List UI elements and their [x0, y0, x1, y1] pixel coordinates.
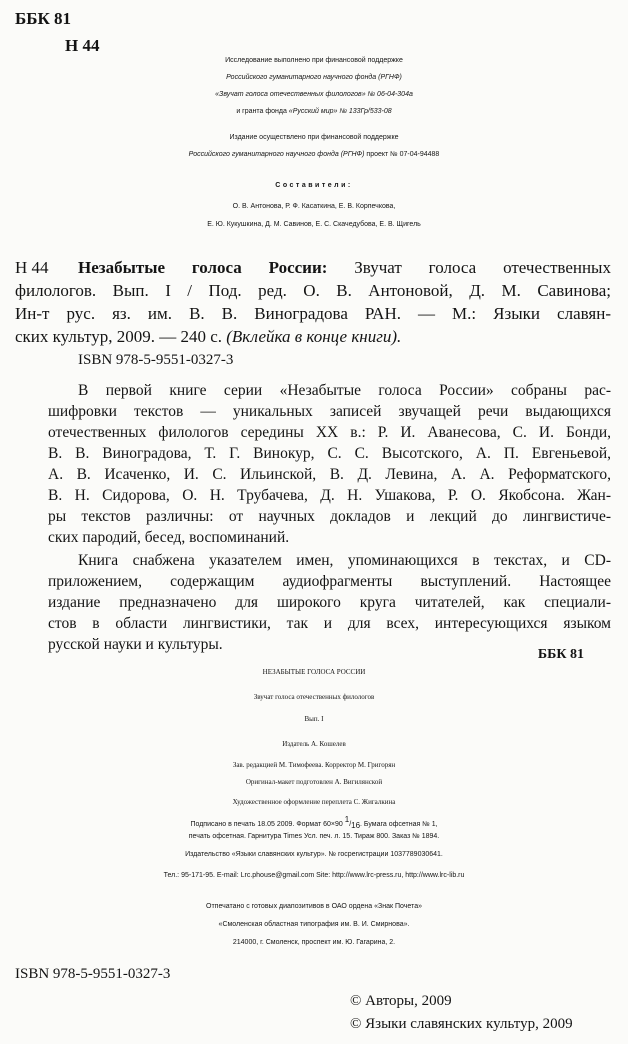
- abstract-line: приложением, содержащим аудиофрагменты выступлений. Настоящее: [48, 573, 611, 590]
- imprint-issue: Вып. I: [304, 715, 324, 723]
- abstract-line: стов в области лингвистики, так и для всех, интересующихся языком: [48, 615, 611, 632]
- funding-line: Издание осуществлено при финансовой поддержке: [229, 134, 399, 141]
- abstract-line: ры текстов различны: от научных докладов и лекций до лингвистиче-: [48, 508, 611, 525]
- imprint-print-line: Издательство «Языки славянских культур». № госрегистрации 1037789030641.: [185, 851, 443, 858]
- bbk-code: ББК 81: [15, 9, 72, 28]
- catalog-line: Ин-т рус. яз. им. В. В. Виноградова РАН. — М.: Языки славян-: [15, 304, 611, 323]
- abstract-line: Книга снабжена указателем имен, упоминающихся в текстах, и CD-: [78, 552, 611, 569]
- compilers-line: Е. Ю. Кукушкина, Д. М. Савинов, Е. С. Скачедубова, Е. В. Щигель: [207, 221, 421, 228]
- abstract-line: В. Н. Сидорова, О. Н. Трубачева, Д. Н. Ушакова, Р. О. Якобсона. Жан-: [48, 487, 611, 504]
- copyright-publisher: © Языки славянских культур, 2009: [350, 1016, 573, 1032]
- funding-line: «Звучат голоса отечественных филологов» № 06-04-304а: [215, 91, 413, 98]
- catalog-mark: Н 44: [15, 258, 49, 277]
- imprint-subtitle: Звучат голоса отечественных филологов: [253, 693, 375, 701]
- abstract-bbk: ББК 81: [537, 647, 584, 662]
- imprint-contacts: Тел.: 95-171-95. E-mail: Lrc.phouse@gmail.com Site: http://www.lrc-press.ru, http://www.lrc-lib.ru: [163, 872, 465, 879]
- funding-line: Российского гуманитарного научного фонда (РГНФ) проект № 07-04-94488: [188, 151, 440, 158]
- printer-line: Отпечатано с готовых диапозитивов в ОАО ордена «Знак Почета»: [206, 903, 422, 910]
- catalog-line: ских культур, 2009. — 240 с. (Вклейка в конце книги).: [15, 327, 402, 346]
- imprint-cover: Художественное оформление переплета С. Жигалкина: [232, 798, 396, 806]
- imprint-print-line: Подписано в печать 18.05 2009. Формат 60×90 1/16. Бумага офсетная № 1,: [190, 815, 438, 830]
- printer-line: 214000, г. Смоленск, проспект им. Ю. Гагарина, 2.: [232, 939, 396, 946]
- printer-line: «Смоленская областная типография им. В. И. Смирнова».: [218, 921, 410, 928]
- funding-line: и гранта фонда «Русский мир» № 133Гр/533-08: [236, 108, 392, 115]
- catalog-line: Незабытые голоса России: Звучат голоса отечественных: [78, 258, 611, 277]
- imprint-publisher: Издатель А. Кошелев: [282, 740, 346, 748]
- catalog-line: филологов. Вып. I / Под. ред. О. В. Антоновой, Д. М. Савинова;: [15, 281, 611, 300]
- imprint-title: НЕЗАБЫТЫЕ ГОЛОСА РОССИИ: [262, 668, 366, 676]
- abstract-line: русской науки и культуры.: [48, 636, 223, 653]
- compilers-heading: Составители:: [275, 182, 353, 189]
- catalog-isbn: ISBN 978-5-9551-0327-3: [78, 352, 234, 368]
- imprint-layout: Оригинал-макет подготовлен А. Вигилянской: [245, 778, 383, 786]
- abstract-line: А. В. Исаченко, И. С. Ильинской, В. Д. Левина, А. А. Реформатского,: [48, 466, 611, 483]
- abstract-line: шифровки текстов — уникальных записей звучащей речи выдающихся: [48, 403, 611, 420]
- abstract-line: В первой книге серии «Незабытые голоса России» собраны рас-: [78, 382, 611, 399]
- imprint-editors: Зав. редакцией М. Тимофеева. Корректор М. Григорян: [232, 761, 396, 769]
- author-mark: Н 44: [65, 36, 100, 55]
- abstract-line: ских пародий, бесед, воспоминаний.: [48, 529, 290, 546]
- imprint-print-line: печать офсетная. Гарнитура Times Усл. печ. л. 15. Тираж 800. Заказ № 1894.: [188, 833, 440, 840]
- abstract-line: В. В. Виноградова, Т. Г. Винокур, С. С. Высотского, А. П. Евгеньевой,: [48, 445, 611, 462]
- copyright-authors: © Авторы, 2009: [350, 993, 452, 1009]
- funding-line: Исследование выполнено при финансовой поддержке: [225, 57, 403, 64]
- compilers-line: О. В. Антонова, Р. Ф. Касаткина, Е. В. Корпечкова,: [232, 203, 396, 210]
- abstract-line: отечественных филологов середины XX в.: Р. И. Аванесова, С. И. Бонди,: [48, 424, 611, 441]
- funding-line: Российского гуманитарного научного фонда (РГНФ): [226, 74, 402, 81]
- footer-isbn: ISBN 978-5-9551-0327-3: [15, 966, 171, 982]
- abstract-line: издание предназначено для широкого круга читателей, как специали-: [48, 594, 611, 611]
